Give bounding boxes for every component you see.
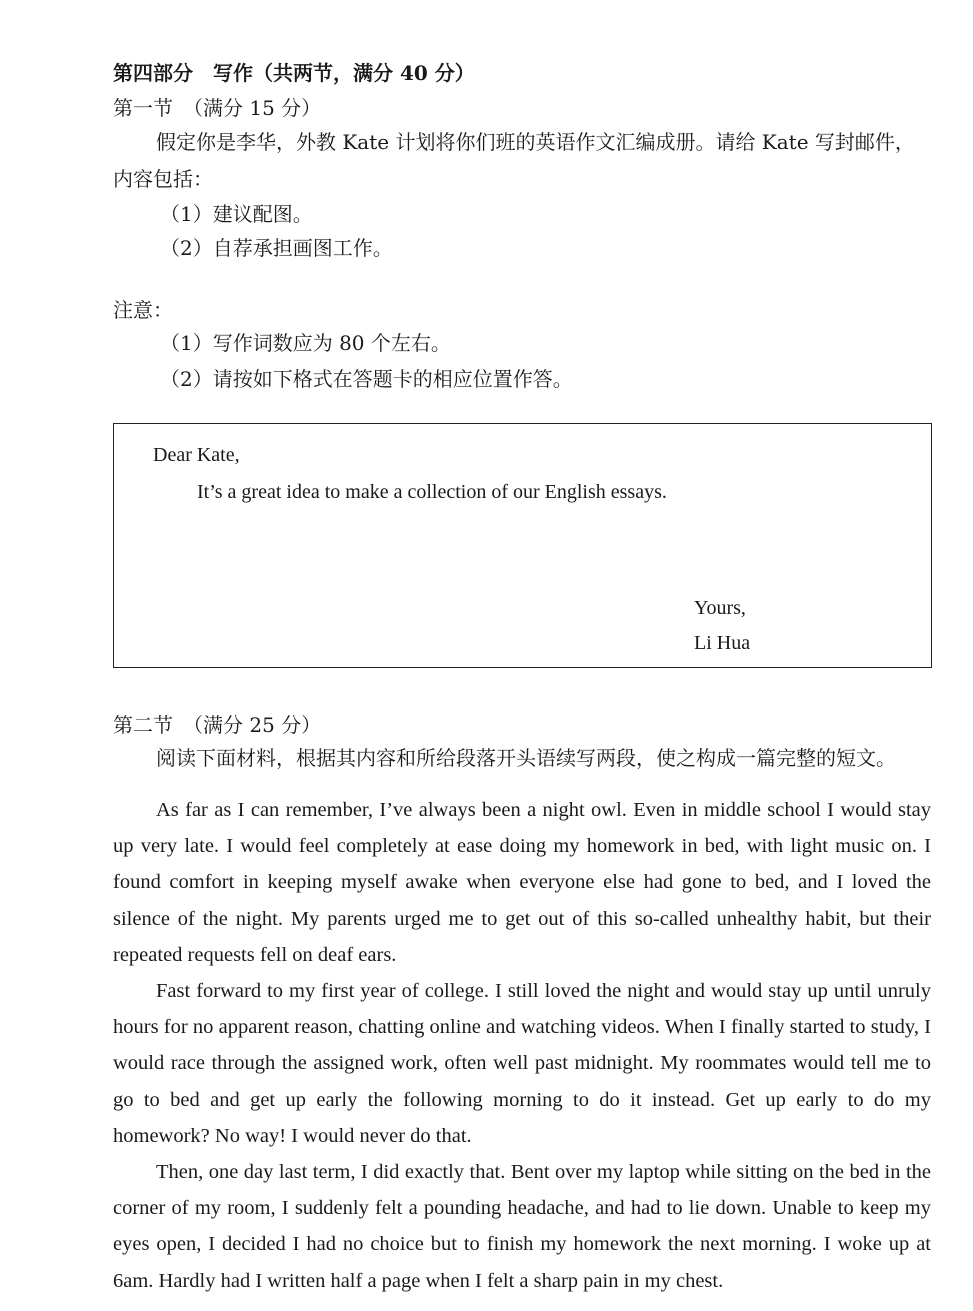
section2-instruction: 阅读下面材料，根据其内容和所给段落开头语续写两段，使之构成一篇完整的短文。 [156,746,896,770]
letter-closing: Yours, [694,597,746,619]
letter-signature: Li Hua [694,632,751,654]
section1-item-1: （1）建议配图。 [160,202,313,226]
section1-title: 第一节 （满分 15 分） [113,96,322,120]
letter-opening: It’s a great idea to make a collection of our English essays. [197,481,667,503]
note-label: 注意： [113,298,173,322]
passage-paragraph-2: Fast forward to my first year of college. I still loved the night and would stay up until unruly hours for no apparent reason, chatting online and watching videos. When I finally started to study, I would race through the assigned work, often well past midnight. My roommates would tell me to go to bed and get up early the following morning to do it instead. Get up early to do my homework? No way! I would never do that. [113,980,931,1147]
note-2: （2）请按如下格式在答题卡的相应位置作答。 [160,367,573,391]
passage-paragraph-3: Then, one day last term, I did exactly that. Bent over my laptop while sitting on the bed in the corner of my room, I suddenly felt a pounding headache, and had to lie down. Unable to keep my eyes open, I decided I had no choice but to finish my homework the next morning. I woke up at 6am. Hardly had I written half a page when I felt a sharp pain in my chest. [113,1161,931,1292]
letter-greeting: Dear Kate, [153,444,240,466]
part-title: 第四部分 写作（共两节，满分 40 分） [113,61,475,85]
passage-paragraph-1: As far as I can remember, I’ve always been a night owl. Even in middle school I would stay up very late. I would feel completely at ease doing my homework in bed, with light music on. I found comfort in keeping myself awake when everyone else had gone to bed, and I loved the silence of the night. My parents urged me to get out of this so-called unhealthy habit, but their repeated requests fell on deaf ears. [113,799,931,966]
letter-template-box [113,423,932,668]
section1-prompt-line1: 假定你是李华，外教 Kate 计划将你们班的英语作文汇编成册。请给 Kate 写封邮件， [156,130,915,154]
section1-prompt-line2: 内容包括： [113,167,213,191]
section2-title: 第二节 （满分 25 分） [113,713,322,737]
note-1: （1）写作词数应为 80 个左右。 [160,331,451,355]
section1-item-2: （2）自荐承担画图工作。 [160,236,393,260]
